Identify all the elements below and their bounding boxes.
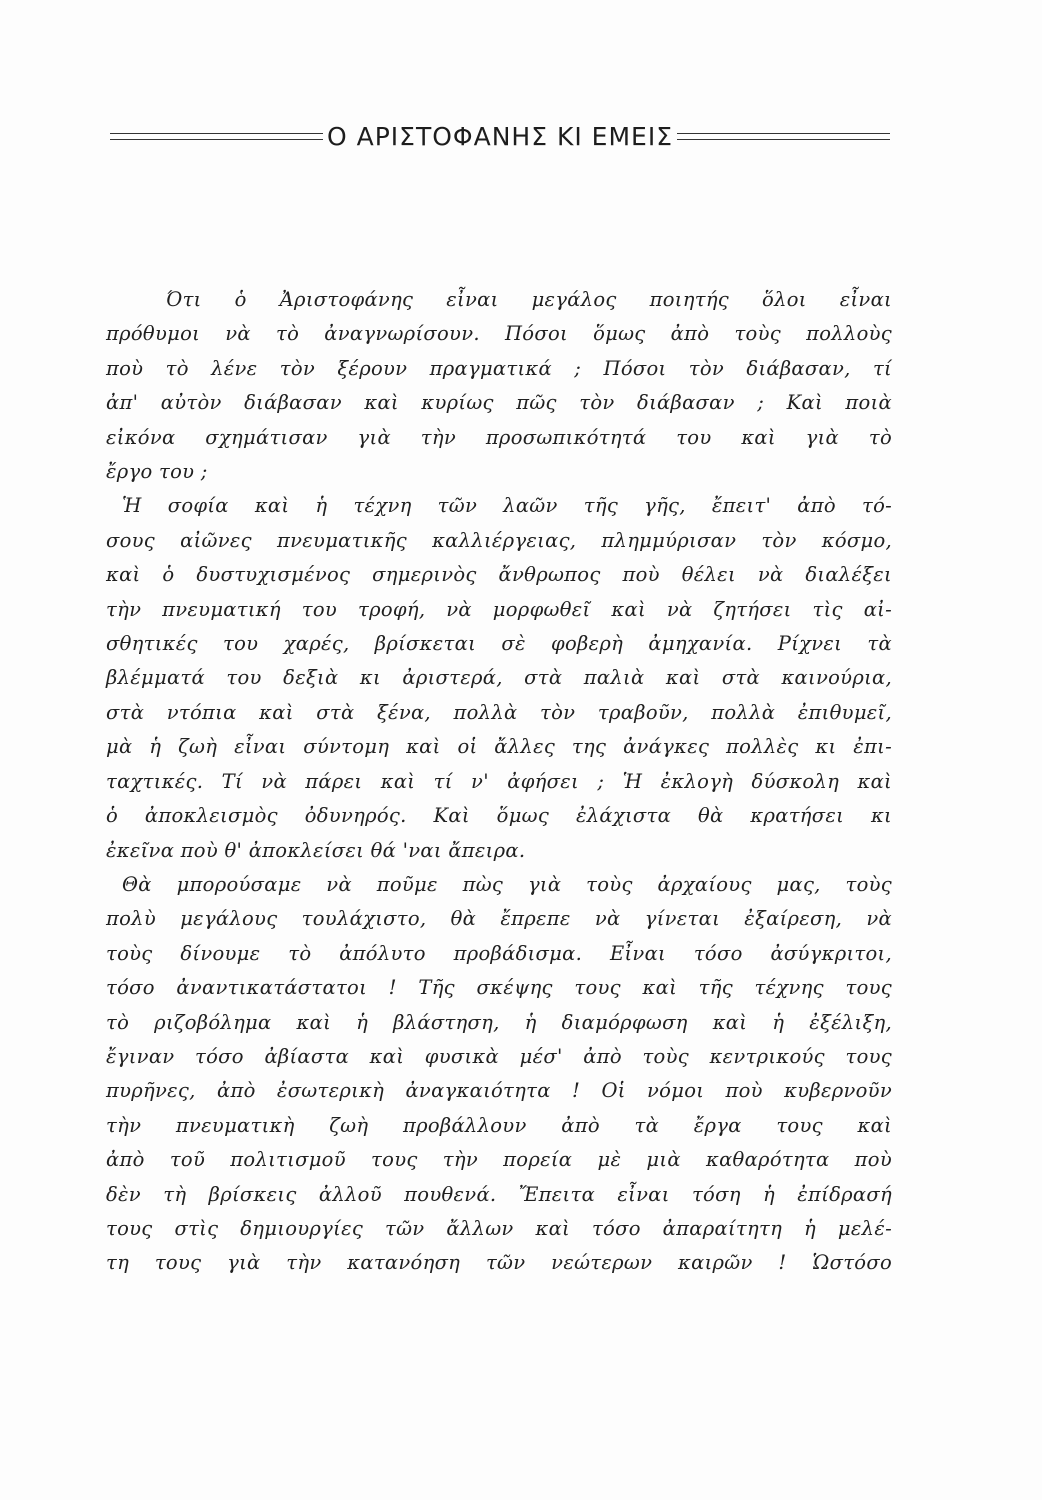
text-line: τὴν πνευματική του τροφή, νὰ μορφωθεῖ καὶ νὰ ζητήσει τὶς αἰ- [106,597,892,621]
header-rule-right [677,133,890,140]
text-line: πυρῆνες, ἀπὸ ἐσωτερικὴ ἀναγκαιότητα ! Οἱ νόμοι ποὺ κυβερνοῦν [106,1079,892,1103]
header-rule-left [110,133,323,140]
text-line: ταχτικές. Τί νὰ πάρει καὶ τί ν' ἀφήσει ; Ἡ ἐκλογὴ δύσκολη καὶ [106,769,892,793]
text-line: ἔργο του ; [106,460,208,484]
text-line: τὸ ριζοβόλημα καὶ ἡ βλάστηση, ἡ διαμόρφωση καὶ ἡ ἐξέλιξη, [106,1010,892,1034]
chapter-header [110,116,890,156]
text-line: ἔγιναν τόσο ἀβίαστα καὶ φυσικὰ μέσ' ἀπὸ τοὺς κεντρικούς τους [106,1044,892,1068]
text-line: τόσο ἀναντικατάστατοι ! Τῆς σκέψης τους καὶ τῆς τέχνης τους [106,976,892,1000]
text-line: ποὺ τὸ λένε τὸν ξέρουν πραγματικά ; Πόσοι τὸν διάβασαν, τί [106,356,892,380]
text-line: καὶ ὁ δυστυχισμένος σημερινὸς ἄνθρωπος ποὺ θέλει νὰ διαλέξει [106,563,892,587]
text-line: Ότι ὁ Ἀριστοφάνης εἶναι μεγάλος ποιητής ὅλοι εἶναι [166,288,892,311]
text-line: Θὰ μπορούσαμε νὰ ποῦμε πὼς γιὰ τοὺς ἀρχαίους μας, τοὺς [122,872,892,896]
text-line: σθητικές του χαρές, βρίσκεται σὲ φοβερὴ ἀμηχανία. Ρίχνει τὰ [106,632,892,656]
body-text [106,283,892,1281]
text-line: πολὺ μεγάλους τουλάχιστο, θὰ ἔπρεπε νὰ γίνεται ἐξαίρεση, νὰ [106,907,892,931]
text-line: τους στὶς δημιουργίες τῶν ἄλλων καὶ τόσο ἀπαραίτητη ἡ μελέ- [106,1216,892,1240]
text-line: βλέμματά του δεξιὰ κι ἀριστερά, στὰ παλιὰ καὶ στὰ καινούρια, [106,666,892,690]
paragraph-1 [106,283,892,489]
text-line: στὰ ντόπια καὶ στὰ ξένα, πολλὰ τὸν τραβοῦν, πολλὰ ἐπιθυμεῖ, [106,700,892,724]
chapter-title: Ο ΑΡΙΣΤΟΦΑΝΗΣ ΚΙ ΕΜΕΙΣ [327,121,673,151]
text-line: ἀπὸ τοῦ πολιτισμοῦ τους τὴν πορεία μὲ μιὰ καθαρότητα ποὺ [106,1148,892,1172]
text-line: σους αἰῶνες πνευματικῆς καλλιέργειας, πλημμύρισαν τὸν κόσμο, [106,528,892,552]
text-line: δὲν τὴ βρίσκεις ἀλλοῦ πουθενά. Ἔπειτα εἶναι τόση ἡ ἐπίδρασή [106,1182,892,1206]
paragraph-3 [106,868,892,1281]
text-line: ὁ ἀποκλεισμὸς ὀδυνηρός. Καὶ ὅμως ἐλάχιστα θὰ κρατήσει κι [106,804,892,828]
text-line: ἐκεῖνα ποὺ θ' ἀποκλείσει θά 'ναι ἄπειρα. [106,838,526,862]
text-line: τη τους γιὰ τὴν κατανόηση τῶν νεώτερων καιρῶν ! Ὡστόσο [106,1251,892,1275]
text-line: Ἡ σοφία καὶ ἡ τέχνη τῶν λαῶν τῆς γῆς, ἔπειτ' ἀπὸ τό- [122,494,892,518]
text-line: πρόθυμοι νὰ τὸ ἀναγνωρίσουν. Πόσοι ὅμως ἀπὸ τοὺς πολλοὺς [106,322,892,346]
text-line: τοὺς δίνουμε τὸ ἀπόλυτο προβάδισμα. Εἶναι τόσο ἀσύγκριτοι, [106,941,892,965]
text-line: τὴν πνευματικὴ ζωὴ προβάλλουν ἀπὸ τὰ ἔργα τους καὶ [106,1113,892,1137]
text-line: μὰ ἡ ζωὴ εἶναι σύντομη καὶ οἱ ἄλλες της ἀνάγκες πολλὲς κι ἐπι- [106,735,892,759]
text-line: ἀπ' αὐτὸν διάβασαν καὶ κυρίως πῶς τὸν διάβασαν ; Καὶ ποιὰ [106,391,892,415]
paragraph-2 [106,489,892,867]
text-line: εἰκόνα σχημάτισαν γιὰ τὴν προσωπικότητά του καὶ γιὰ τὸ [106,425,892,449]
